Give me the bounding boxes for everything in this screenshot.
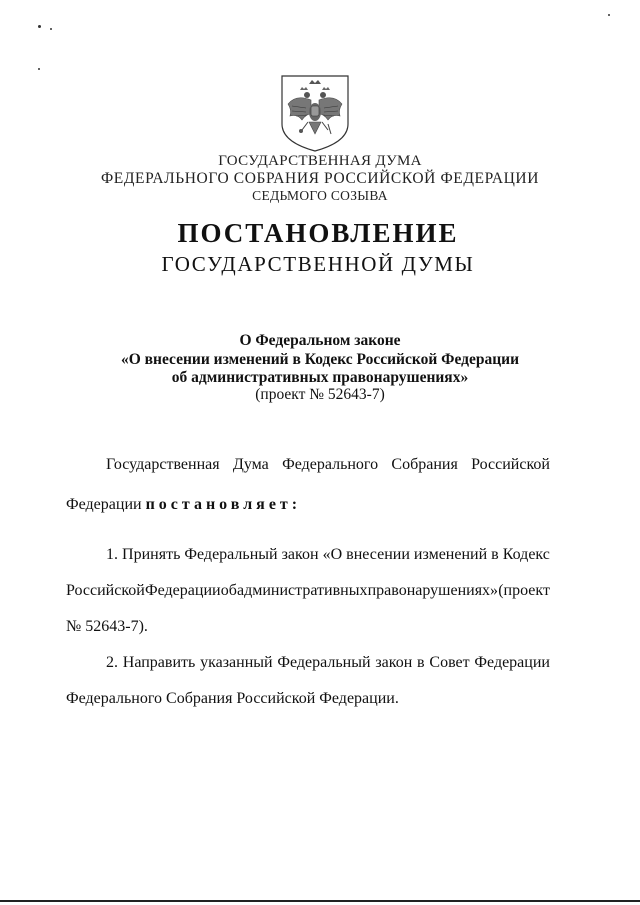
item-1-word: Федеральный [184,546,278,563]
preamble-line-2 [66,495,550,515]
item-1-line-1 [106,545,550,565]
preamble-line-1 [106,455,550,475]
preamble-word: Собрания [391,456,458,473]
preamble-federation: Федерации [66,496,142,513]
item-2-word: указанный [200,654,273,671]
item-1-line-2 [66,581,550,601]
item-1-word: административных [236,582,368,599]
item-1-word: 1. [106,546,118,563]
preamble-word: Государственная [106,456,220,473]
item-1-word: (проект [498,582,550,599]
item-1-line-3: № 52643-7). [66,618,148,635]
preamble-decrees: постановляет: [145,496,302,513]
item-2-line-2: Федерального Собрания Российской Федерации. [66,690,399,707]
item-2-word: Направить [122,654,196,671]
law-project-number: (проект № 52643-7) [255,386,385,403]
item-1-word: «О [322,546,343,563]
item-1-word: Федерации [145,582,221,599]
preamble-word: Федерального [282,456,379,473]
item-1-word: Кодекс [502,546,550,563]
item-1-word: закон [281,546,319,563]
item-2-word: Федеральный [277,654,371,671]
item-2-word: Совет [429,654,470,671]
item-1-word: Российской [66,582,145,599]
law-line-3: об административных правонарушениях» [171,369,469,386]
scan-speck [38,25,41,28]
scan-speck [50,28,52,30]
law-line-2: «О внесении изменений в Кодекс Российской Федерации [120,351,520,368]
header-federal-assembly: ФЕДЕРАЛЬНОГО СОБРАНИЯ РОССИЙСКОЙ ФЕДЕРАЦИИ [100,170,540,187]
item-1-word: изменений [413,546,488,563]
item-1-word: об [220,582,237,599]
law-line-1: О Федеральном законе [239,332,401,349]
page-bottom-edge [0,900,640,902]
header-convocation: СЕДЬМОГО СОЗЫВА [252,188,388,203]
item-2-line-1 [106,653,550,673]
item-2-word: Федерации [474,654,550,671]
item-2-word: в [417,654,425,671]
item-1-word: внесении [346,546,410,563]
item-2-word: 2. [106,654,118,671]
state-emblem-icon [278,72,352,154]
item-1-word: в [491,546,499,563]
document-subtitle: ГОСУДАРСТВЕННОЙ ДУМЫ [161,252,475,276]
preamble-word: Дума [232,456,269,473]
header-duma: ГОСУДАРСТВЕННАЯ ДУМА [218,153,422,169]
item-1-word: правонарушениях» [367,582,499,599]
item-2-word: закон [375,654,413,671]
item-1-word: Принять [122,546,181,563]
preamble-word: Российской [471,456,550,473]
scan-speck [38,68,40,70]
scan-speck [608,14,610,16]
document-title: ПОСТАНОВЛЕНИЕ [177,218,459,248]
